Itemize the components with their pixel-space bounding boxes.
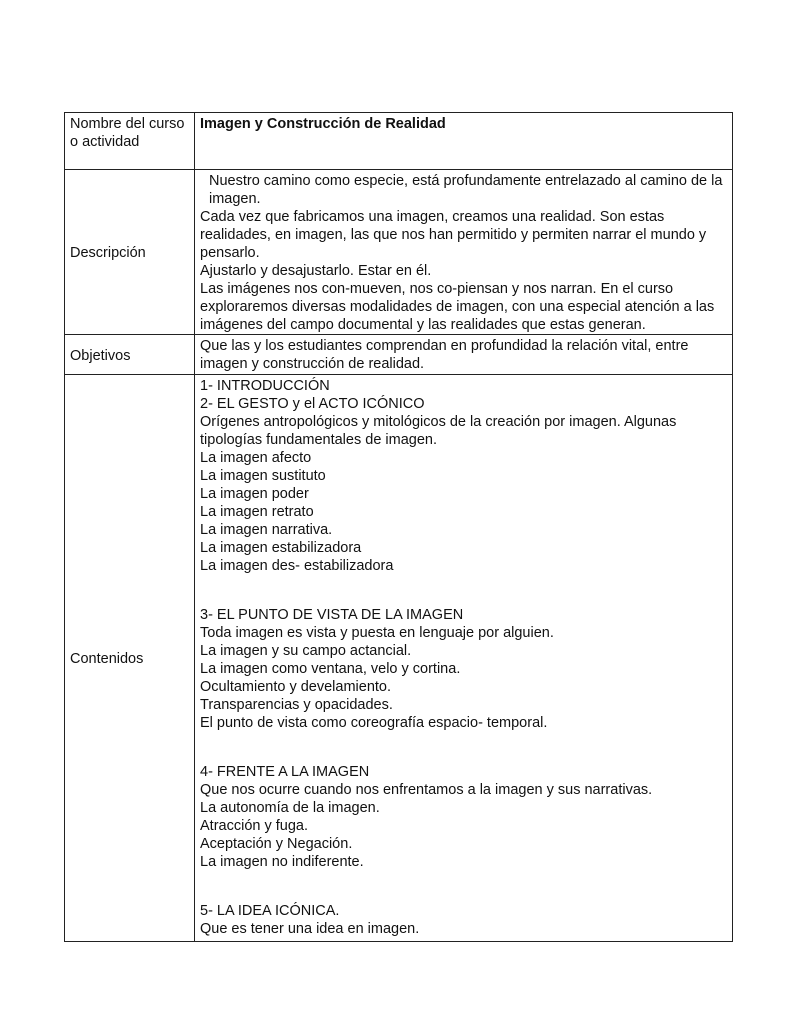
contents-value: [195, 375, 733, 942]
contents-line: La imagen narrativa.: [200, 522, 333, 538]
contents-line: Atracción y fuga.: [200, 818, 308, 834]
contents-label: [65, 375, 195, 942]
contents-line: La imagen estabilizadora: [200, 540, 362, 556]
course-name-label-text: Nombre del curso o actividad: [70, 116, 185, 150]
course-table: [64, 112, 733, 942]
objectives-label-text: Objetivos: [70, 347, 131, 364]
description-value: [195, 170, 733, 335]
contents-line: La imagen no indiferente.: [200, 854, 364, 870]
objectives-value: [195, 335, 733, 375]
contents-label-text: Contenidos: [70, 651, 144, 667]
contents-line: La autonomía de la imagen.: [200, 800, 380, 816]
description-label: [65, 170, 195, 335]
table-row-objectives: [65, 335, 733, 375]
description-paragraph: Las imágenes nos con-mueven, nos co-piensan y nos narran. En el curso exploraremos diversas modalidades de imagen, con una especial atención a las imágenes del campo documental y las realidades que estas generan.: [200, 281, 715, 333]
description-paragraph: Ajustarlo y desajustarlo. Estar en él.: [200, 263, 432, 279]
contents-line: Toda imagen es vista y puesta en lenguaje por alguien.: [200, 625, 554, 641]
course-name-label: [65, 113, 195, 170]
description-label-text: Descripción: [70, 245, 146, 261]
course-name-value: [195, 113, 733, 170]
contents-heading: 3- EL PUNTO DE VISTA DE LA IMAGEN: [200, 607, 464, 623]
section-gap: [200, 732, 728, 763]
contents-line: Que nos ocurre cuando nos enfrentamos a la imagen y sus narrativas.: [200, 782, 653, 798]
contents-line: La imagen sustituto: [200, 468, 326, 484]
table-row-contents: [65, 375, 733, 942]
contents-line: La imagen y su campo actancial.: [200, 643, 412, 659]
contents-line: Transparencias y opacidades.: [200, 697, 393, 713]
contents-line: La imagen retrato: [200, 504, 314, 520]
contents-line: Ocultamiento y develamiento.: [200, 679, 392, 695]
contents-line: El punto de vista como coreografía espacio- temporal.: [200, 715, 548, 731]
course-title: Imagen y Construcción de Realidad: [200, 116, 446, 132]
contents-heading: 1- INTRODUCCIÓN: [200, 378, 330, 394]
contents-heading: 2- EL GESTO y el ACTO ICÓNICO: [200, 396, 425, 412]
contents-line: La imagen poder: [200, 486, 309, 502]
section-gap: [200, 871, 728, 902]
contents-line: Aceptación y Negación.: [200, 836, 353, 852]
contents-line: La imagen como ventana, velo y cortina.: [200, 661, 461, 677]
contents-line: La imagen afecto: [200, 450, 312, 466]
contents-line: Que es tener una idea en imagen.: [200, 921, 420, 937]
contents-heading: 4- FRENTE A LA IMAGEN: [200, 764, 370, 780]
description-paragraph: Nuestro camino como especie, está profundamente entrelazado al camino de la imagen.: [209, 173, 723, 207]
contents-heading: 5- LA IDEA ICÓNICA.: [200, 903, 340, 919]
section-gap: [200, 575, 728, 606]
table-row-title: [65, 113, 733, 170]
objectives-text: Que las y los estudiantes comprendan en profundidad la relación vital, entre imagen y construcción de realidad.: [200, 338, 689, 372]
table-row-description: [65, 170, 733, 335]
contents-line: Orígenes antropológicos y mitológicos de la creación por imagen. Algunas tipologías fundamentales de imagen.: [200, 414, 677, 448]
contents-line: La imagen des- estabilizadora: [200, 558, 394, 574]
description-paragraph: Cada vez que fabricamos una imagen, creamos una realidad. Son estas realidades, en imagen, las que nos han permitido y permiten narrar el mundo y pensarlo.: [200, 209, 707, 261]
objectives-label: [65, 335, 195, 375]
